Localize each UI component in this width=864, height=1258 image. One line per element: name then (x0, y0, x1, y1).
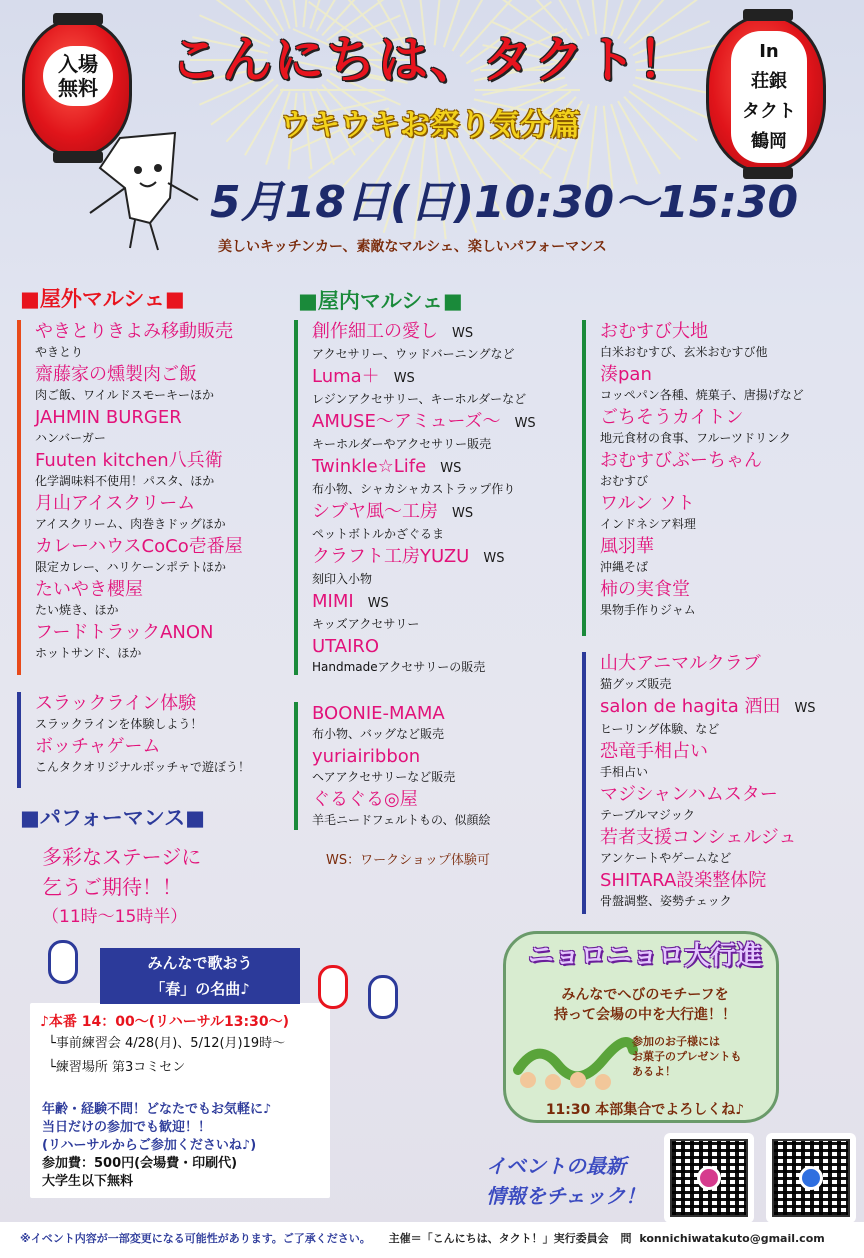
singing-free: 大学生以下無料 (42, 1174, 134, 1189)
vendor-name (600, 869, 816, 893)
vendor-description: アンケートやゲームなど (600, 851, 732, 865)
vendor-name (600, 652, 816, 676)
vendor-name-text: Twinkle☆Life (312, 456, 427, 477)
vendor-name (35, 449, 243, 473)
vendor-name-text: Fuuten kitchen八兵衛 (35, 450, 223, 471)
vendor-name-text: 恐竜手相占い (600, 741, 708, 762)
workshop-badge: WS (483, 551, 505, 566)
parade-title: ニョロニョロ大行進 (527, 941, 762, 971)
performance-line2: 乞うご期待！！ (42, 875, 182, 899)
event-title: こんにちは、タクト！ (170, 31, 690, 89)
instagram-qr[interactable] (664, 1133, 754, 1223)
vendor-name (35, 492, 243, 516)
vendor-name (35, 320, 243, 344)
singing-banner (100, 948, 300, 1004)
vendor-name-text: Luma＋ (312, 366, 380, 387)
event-subtitle: ウキウキお祭り気分篇 (280, 108, 580, 143)
vendor-name (312, 410, 536, 436)
vendor-description: 布小物、シャカシャカストラップ作り (312, 482, 516, 496)
workshop-badge: WS (440, 461, 462, 476)
vendor-description: 手相占い (600, 765, 649, 779)
vendor-name (312, 320, 536, 346)
singing-info-line: 当日だけの参加でも歓迎！！ (42, 1120, 212, 1135)
footer-note: ※イベント内容が一部変更になる可能性があります。ご了承ください。 (20, 1232, 371, 1245)
small-lantern-icon (318, 965, 348, 1009)
indoor-list-1b (294, 702, 491, 831)
vendor-description: レジンアクセサリー、キーホルダーなど (312, 392, 527, 406)
vendor-name-text: JAHMIN BURGER (35, 407, 182, 428)
vendor-name-text: 山大アニマルクラブ (600, 653, 761, 674)
vendor-name-text: MIMI (312, 591, 354, 612)
vendor-name-text: 齋藤家の燻製肉ご飯 (35, 364, 197, 385)
singing-panel (30, 1003, 330, 1198)
small-lantern-icon (48, 940, 78, 984)
parade-kids-note: 参加のお子様には お菓子のプレゼントも あるよ！ (632, 1035, 742, 1078)
vendor-name (35, 735, 250, 759)
vendor-name-text: SHITARA設楽整体院 (600, 870, 767, 891)
vendor-name (600, 535, 804, 559)
vendor-description: 肉ご飯、ワイルドスモーキーほか (35, 388, 215, 402)
outdoor-list (17, 320, 243, 664)
singing-place: └練習場所 第3コミセン (48, 1060, 186, 1075)
event-datetime: 5月18日(日)10:30～15:30 (210, 177, 799, 228)
vendor-name (35, 406, 243, 430)
vendor-description: 猫グッズ販売 (600, 677, 672, 691)
workshop-badge: WS (452, 326, 474, 341)
vendor-description: 白米おむすび、玄米おむすび他 (600, 345, 768, 359)
vendor-description: たい焼き、ほか (35, 603, 119, 617)
vendor-description: 沖縄そば (600, 560, 649, 574)
vendor-description: キッズアクセサリー (312, 617, 420, 631)
outdoor-extra-list (17, 692, 250, 778)
vendor-name-text: salon de hagita 酒田 (600, 696, 781, 717)
vendor-description: ヒーリング体験、など (600, 722, 720, 736)
vendor-name (600, 320, 804, 344)
vendor-name (600, 578, 804, 602)
singing-info-line: (リハーサルからご参加くださいね♪) (42, 1138, 257, 1153)
snake-parade-illustration (508, 1030, 638, 1092)
vendor-description: 刻印入小物 (312, 572, 373, 586)
vendor-description: 果物手作りジャム (600, 603, 696, 617)
vendor-description: スラックラインを体験しよう！ (35, 717, 203, 731)
vendor-description: インドネシア料理 (600, 517, 696, 531)
vendor-name (600, 695, 816, 721)
vendor-name-text: ボッチャゲーム (35, 736, 161, 757)
vendor-description: ホットサンド、ほか (35, 646, 142, 660)
vendor-name (35, 363, 243, 387)
parade-text (515, 985, 775, 1025)
vendor-name-text: たいやき櫻屋 (35, 579, 143, 600)
facebook-qr[interactable] (766, 1133, 856, 1223)
vendor-description: 限定カレー、ハリケーンポテトほか (35, 560, 227, 574)
vendor-description: アイスクリーム、肉巻きドッグほか (35, 517, 226, 531)
vendor-description: 布小物、バッグなど販売 (312, 727, 445, 741)
vendor-name (600, 363, 804, 387)
vendor-description: テーブルマジック (600, 808, 695, 822)
vendor-description: おむすび (600, 474, 649, 488)
parade-line1: みんなでへびのモチーフを (561, 987, 729, 1003)
vendor-name (600, 783, 816, 807)
performance-line1: 多彩なステージに (42, 845, 202, 869)
lantern-label: 入場 無料 (43, 46, 113, 106)
vendor-name-text: 風羽華 (600, 536, 654, 557)
performance-text (42, 842, 201, 927)
vendor-description: 骨盤調整、姿勢チェック (600, 894, 732, 908)
performance-heading: ■パフォーマンス■ (20, 806, 206, 830)
vendor-name (600, 492, 804, 516)
vendor-name (312, 702, 491, 726)
vendor-name (312, 745, 491, 769)
footer-organizer: 主催＝「こんにちは、タクト！」実行委員会 (388, 1232, 609, 1245)
ws-note: WS：ワークショップ体験可 (326, 853, 490, 868)
lantern-label: In 荘銀 タクト 鶴岡 (731, 31, 807, 163)
vendor-description: キーホルダーやアクセサリー販売 (312, 437, 492, 451)
singing-info (42, 1101, 271, 1191)
workshop-badge: WS (367, 596, 389, 611)
vendor-name (600, 449, 804, 473)
vendor-name-text: ごちそうカイトン (600, 407, 744, 428)
parade-meeting: 11:30 本部集合でよろしくね♪ (545, 1102, 745, 1118)
vendor-name-text: BOONIE-MAMA (312, 703, 445, 724)
vendor-name (35, 578, 243, 602)
vendor-name-text: おむすびぶーちゃん (600, 450, 762, 471)
vendor-name (312, 500, 536, 526)
vendor-description: やきとり (35, 345, 84, 359)
footer-email[interactable]: konnichiwatakuto@gmail.com (639, 1232, 825, 1245)
event-tagline: 美しいキッチンカー、素敵なマルシェ、楽しいパフォーマンス (218, 239, 607, 255)
vendor-name (312, 788, 491, 812)
singing-info-line: 年齢・経験不問！どなたでもお気軽に♪ (42, 1102, 272, 1117)
vendor-name (600, 826, 816, 850)
facebook-icon (799, 1166, 823, 1190)
singing-banner-line1: みんなで歌おう (147, 954, 253, 972)
vendor-name (312, 590, 536, 616)
vendor-description: 羊毛ニードフェルトもの、似顔絵 (312, 813, 491, 827)
vendor-name-text: シブヤ風～工房 (312, 501, 438, 522)
vendor-name-text: 若者支援コンシェルジュ (600, 827, 797, 848)
vendor-description: アクセサリー、ウッドバーニングなど (312, 347, 515, 361)
vendor-description: 化学調味料不使用！パスタ、ほか (35, 474, 215, 488)
vendor-name-text: 月山アイスクリーム (35, 493, 196, 514)
vendor-description: ヘアアクセサリーなど販売 (312, 770, 456, 784)
vendor-name (35, 535, 243, 559)
indoor-heading: ■屋内マルシェ■ (298, 289, 463, 313)
workshop-badge: WS (514, 416, 536, 431)
vendor-name (312, 455, 536, 481)
vendor-name (312, 545, 536, 571)
vendor-name-text: マジシャンハムスター (600, 784, 778, 805)
vendor-name (312, 635, 536, 659)
vendor-description: Handmadeアクセサリーの販売 (312, 660, 486, 674)
parade-line2: 持って会場の中を大行進！！ (554, 1007, 736, 1023)
vendor-name-text: 湊pan (600, 364, 652, 385)
indoor-list-2b (582, 652, 816, 912)
singing-main: ♪本番 14：00～(リハーサル13:30～) (40, 1014, 290, 1030)
vendor-name-text: 創作細工の愛し (312, 321, 438, 342)
vendor-name (600, 740, 816, 764)
small-lantern-icon (368, 975, 398, 1019)
vendor-name-text: フードトラックANON (35, 622, 214, 643)
vendor-name-text: やきとりきよみ移動販売 (35, 321, 233, 342)
vendor-description: 地元食材の食事、フルーツドリンク (600, 431, 791, 445)
workshop-badge: WS (452, 506, 474, 521)
workshop-badge: WS (794, 701, 816, 716)
vendor-name-text: ぐるぐる◎屋 (312, 789, 418, 810)
performance-time: （11時～15時半） (42, 907, 188, 927)
vendor-name-text: UTAIRO (312, 636, 380, 657)
singing-banner-line2: 「春」の名曲♪ (150, 980, 250, 998)
vendor-description: ハンバーガー (35, 431, 106, 445)
vendor-name (35, 621, 243, 645)
indoor-list-2 (582, 320, 804, 621)
vendor-name-text: AMUSE～アミューズ～ (312, 411, 501, 432)
vendor-description: ペットボトルかざぐるま (312, 527, 445, 541)
vendor-name-text: スラックライン体験 (35, 693, 197, 714)
vendor-name (35, 692, 250, 716)
vendor-name (600, 406, 804, 430)
vendor-name-text: クラフト工房YUZU (312, 546, 470, 567)
vendor-name-text: ワルン ソト (600, 493, 695, 514)
workshop-badge: WS (393, 371, 415, 386)
footer (0, 1222, 864, 1258)
vendor-name (312, 365, 536, 391)
vendor-description: コッペパン各種、焼菓子、唐揚げなど (600, 388, 804, 402)
vendor-description: こんタクオリジナルボッチャで遊ぼう！ (35, 760, 251, 774)
mascot-illustration (80, 128, 210, 268)
vendor-name-text: おむすび大地 (600, 321, 708, 342)
singing-practice: └事前練習会 4/28(月)、5/12(月)19時～ (48, 1036, 286, 1051)
latest-info-text: イベントの最新 情報をチェック！ (486, 1154, 646, 1208)
singing-fee: 参加費：500円(会場費・印刷代) (42, 1156, 238, 1171)
indoor-list-1 (294, 320, 536, 678)
vendor-name-text: カレーハウスCoCo壱番屋 (35, 536, 243, 557)
vendor-name-text: 柿の実食堂 (600, 579, 690, 600)
outdoor-heading: ■屋外マルシェ■ (20, 287, 185, 311)
vendor-name-text: yuriairibbon (312, 746, 421, 767)
instagram-icon (697, 1166, 721, 1190)
lantern-venue (706, 14, 826, 174)
footer-contact-label: 問 (620, 1232, 632, 1245)
